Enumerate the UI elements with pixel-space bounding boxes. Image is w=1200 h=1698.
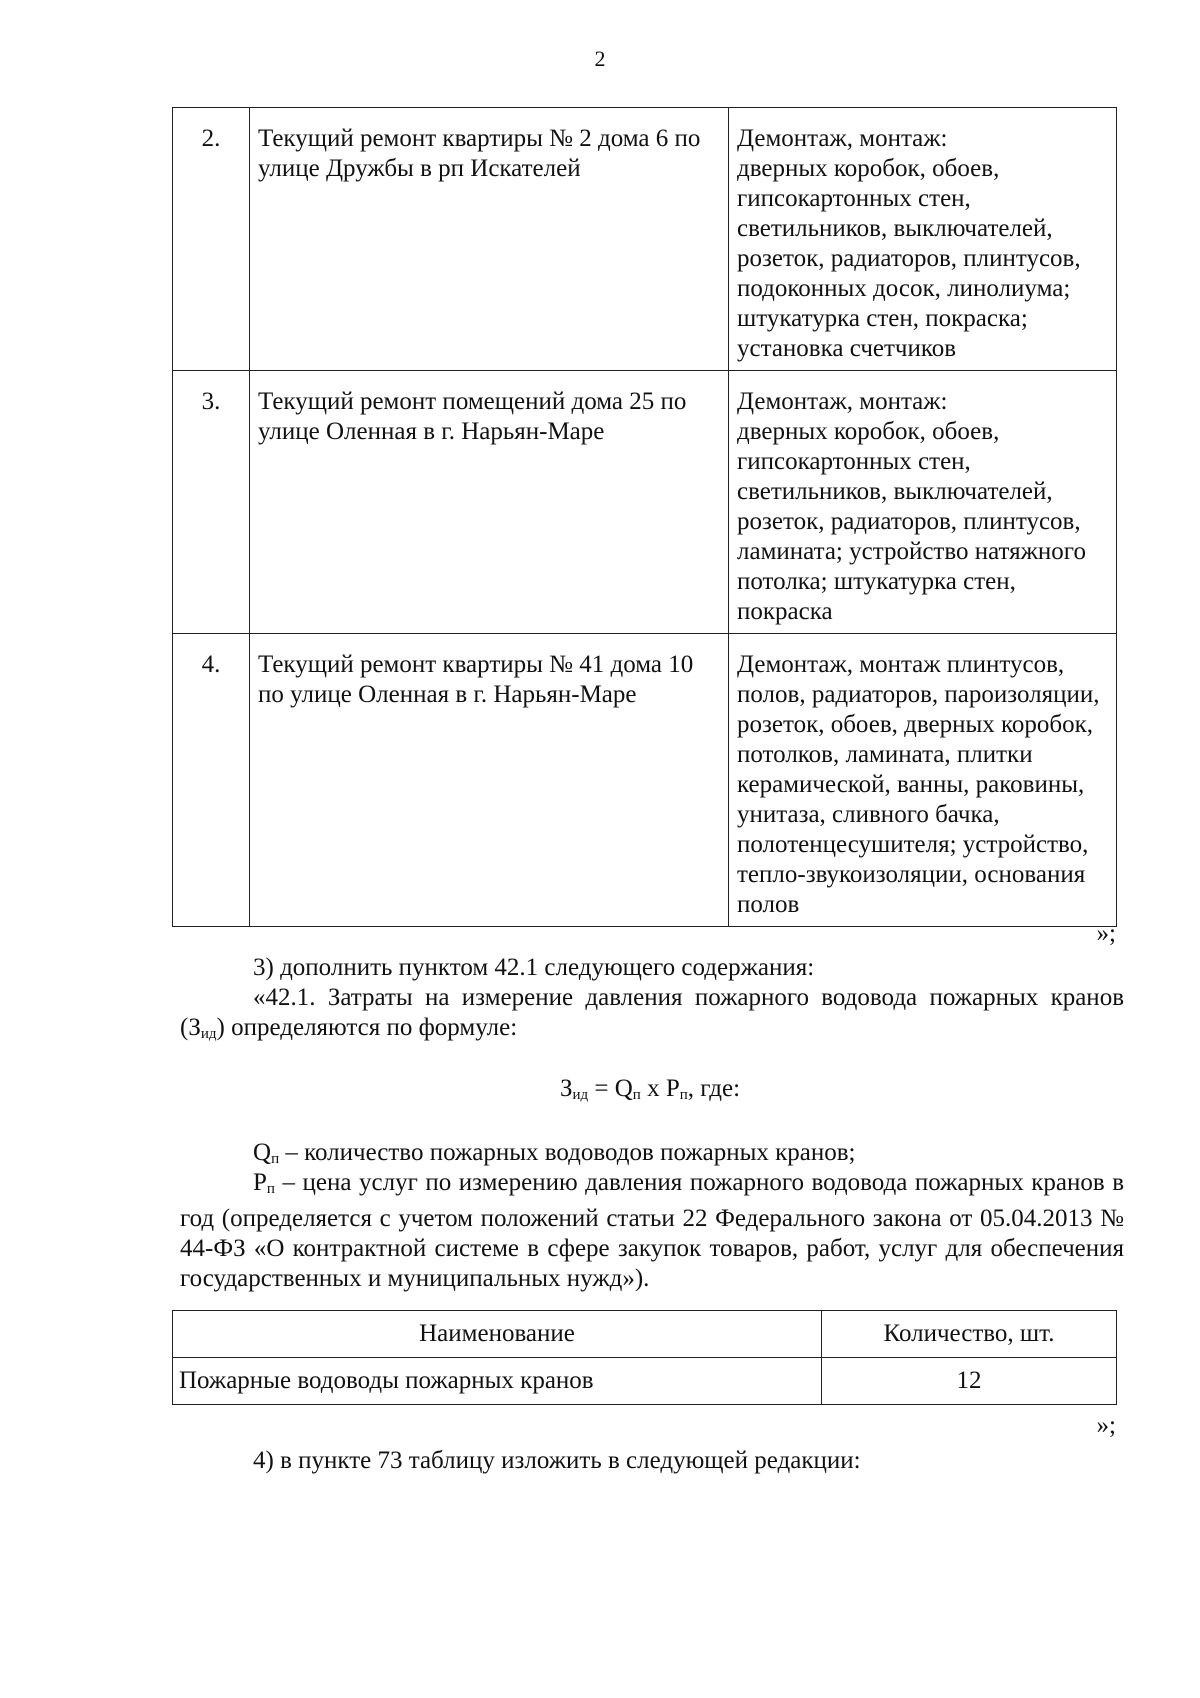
formula-z-sub: ид (572, 1087, 589, 1103)
object-name: Текущий ремонт квартиры № 2 дома 6 по улице Дружбы в рп Искателей (250, 108, 729, 371)
works-line: дверных коробок, обоев, (737, 155, 1000, 182)
object-name: Текущий ремонт помещений дома 25 по улице Оленная в г. Нарьян-Маре (250, 371, 729, 634)
formula-p: x P (640, 1075, 680, 1102)
p-definition-text: – цена услуг по измерению давления пожарного водовода пожарных кранов в год (определяется с учетом положений статьи 22 Федерального закона от 05.04.2013 № 44-ФЗ «О контрактной системе в сфере закупок товаров, работ, услуг для обеспечения государственных и муниципальных нужд»). (180, 1169, 1124, 1292)
works-line: керамической, ванны, раковины, (737, 771, 1085, 798)
q-definition-text: – количество пожарных водоводов пожарных кранов; (279, 1139, 856, 1166)
page-number: 2 (594, 46, 606, 71)
formula-end: , где: (687, 1075, 741, 1102)
works-table (172, 107, 1117, 927)
works-line: покраска (737, 598, 833, 625)
table-header-row (173, 1311, 1117, 1358)
formula-q-sub: п (632, 1087, 641, 1103)
works-line: полов (737, 891, 800, 918)
intro-subscript: ид (200, 1026, 217, 1042)
table-row (173, 634, 1117, 927)
object-name: Текущий ремонт квартиры № 41 дома 10 по улице Оленная в г. Нарьян-Маре (250, 634, 729, 927)
item-quantity: 12 (822, 1358, 1117, 1405)
closing-quote: »; (1096, 1412, 1116, 1439)
works-line: потолков, ламината, плитки (737, 741, 1033, 768)
works-line: полов, радиаторов, пароизоляции, (737, 681, 1100, 708)
p-subscript: п (266, 1181, 275, 1197)
intro-text: «42.1. Затраты на измерение давления пожарного водовода пожарных кранов (З (180, 984, 1124, 1041)
works-line: Демонтаж, монтаж: (737, 125, 948, 152)
item-4: 4) в пункте 73 таблицу изложить в следующей редакции: (253, 1447, 861, 1474)
table-row (173, 371, 1117, 634)
row-number: 3. (173, 371, 250, 634)
works-line: тепло-звукоизоляции, основания (737, 861, 1086, 888)
works-line: полотенцесушителя; устройство, (737, 831, 1089, 858)
works-line: розеток, радиаторов, плинтусов, (737, 245, 1081, 272)
p-symbol: P (253, 1169, 267, 1196)
works-line: унитаза, сливного бачка, (737, 801, 1000, 828)
table-row (173, 108, 1117, 371)
works-line: потолка; штукатурка стен, (737, 568, 1016, 595)
formula (0, 1075, 1200, 1104)
works-line: розеток, обоев, дверных коробок, (737, 711, 1094, 738)
q-subscript: п (271, 1151, 280, 1167)
works-line: Демонтаж, монтаж: (737, 388, 948, 415)
works-line: светильников, выключателей, (737, 478, 1053, 505)
item-3: 3) дополнить пунктом 42.1 следующего содержания: (253, 954, 815, 981)
header-quantity: Количество, шт. (822, 1311, 1117, 1358)
row-number: 4. (173, 634, 250, 927)
p-definition (180, 1168, 1124, 1294)
works-line: гипсокартонных стен, (737, 448, 971, 475)
formula-z: З (559, 1075, 573, 1102)
works-list (729, 108, 1117, 371)
intro-text-end: ) определяются по формуле: (216, 1014, 518, 1041)
header-name: Наименование (173, 1311, 822, 1358)
table-row (173, 1358, 1117, 1405)
works-line: штукатурка стен, покраска; (737, 305, 1028, 332)
works-line: ламината; устройство натяжного (737, 538, 1086, 565)
formula-q: = Q (588, 1075, 633, 1102)
works-list (729, 371, 1117, 634)
works-line: гипсокартонных стен, (737, 185, 971, 212)
formula-p-sub: п (679, 1087, 688, 1103)
works-line: подоконных досок, линолиума; (737, 275, 1071, 302)
item-name: Пожарные водоводы пожарных кранов (173, 1358, 822, 1405)
closing-quote: »; (1096, 920, 1116, 947)
row-number: 2. (173, 108, 250, 371)
works-line: установка счетчиков (737, 335, 957, 362)
quantity-table (172, 1310, 1117, 1405)
q-symbol: Q (253, 1139, 272, 1166)
clause-42-1-intro (180, 983, 1124, 1049)
works-line: Демонтаж, монтаж плинтусов, (737, 651, 1065, 678)
works-line: светильников, выключателей, (737, 215, 1053, 242)
works-line: дверных коробок, обоев, (737, 418, 1000, 445)
works-line: розеток, радиаторов, плинтусов, (737, 508, 1081, 535)
works-list (729, 634, 1117, 927)
